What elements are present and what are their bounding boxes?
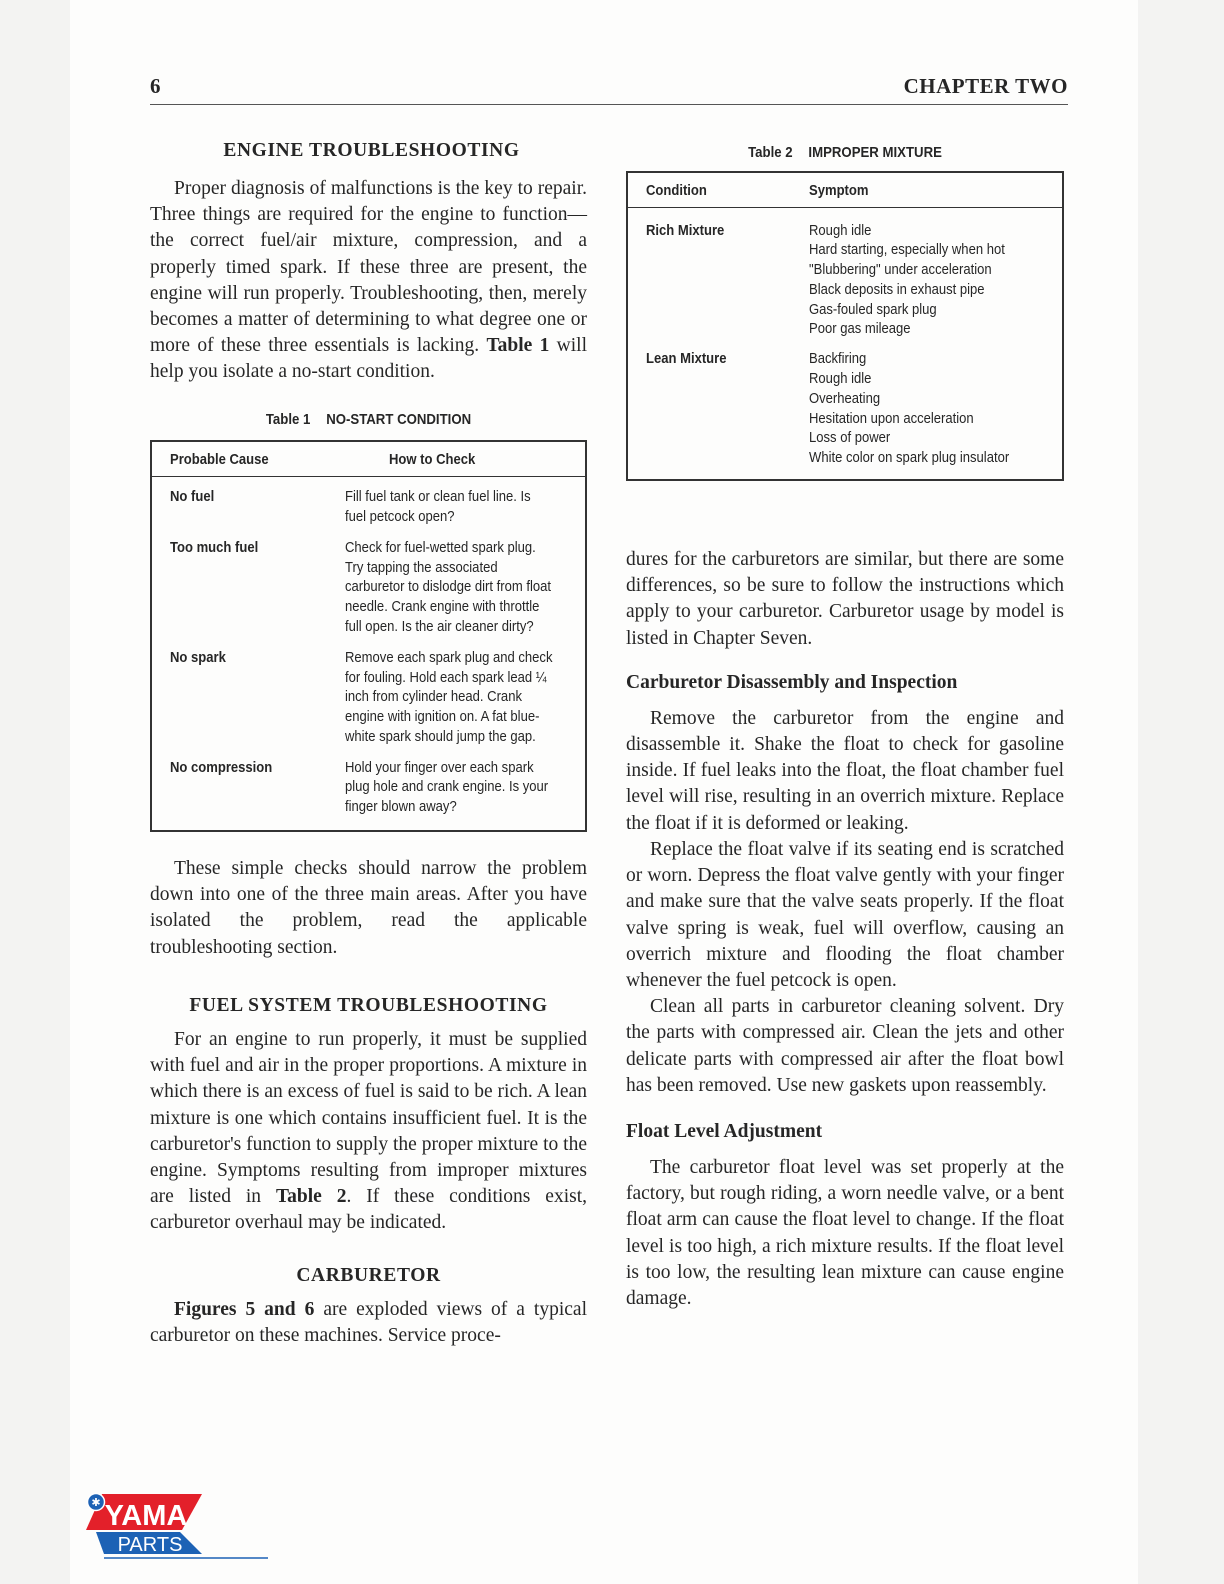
check-cell: Fill fuel tank or clean fuel line. Is fuel petcock open? <box>345 489 531 525</box>
symptom-cell <box>791 218 1063 343</box>
fuel-system-tail: . If these conditions exist, carburetor overhaul may be indicated. <box>150 1186 587 1234</box>
disassembly-paragraph-2: Replace the float valve if its seating end is scratched or worn. Depress the float valve gently with your finger and make sure that the valve seats properly. If the float valve spring is weak, fuel will overflow, causing an overrich mixture and flooding the float chamber whenever the fuel petcock is open. <box>626 838 1064 991</box>
table-1-number: Table 1 <box>265 410 311 428</box>
fuel-system-text: For an engine to run properly, it must be supplied with fuel and air in the proper proportions. A mixture in which there is an excess of fuel is said to be rich. A lean mixture is one which contains insufficient fuel. It is the carburetor's function to supply the proper mixture to the engine. Symptoms resulting from improper mixtures are listed in <box>150 1028 587 1208</box>
float-level-heading: Float Level Adjustment <box>626 1120 823 1142</box>
table-1-caption <box>176 411 561 428</box>
table-2-caption <box>652 144 1037 161</box>
symptom-item: Loss of power <box>809 430 891 447</box>
table-2-col-condition: Condition <box>627 172 791 208</box>
cause-cell: Too much fuel <box>170 539 259 556</box>
cause-cell: No fuel <box>170 489 215 506</box>
disassembly-paragraph-1: Remove the carburetor from the engine and disassemble it. Shake the float to check for gasoline inside. If fuel leaks into the float, the float chamber fuel level will rise, resulting in an overrich mixture. Replace the float if it is deformed or leaking. <box>626 707 1064 834</box>
symptom-item: Rough idle <box>809 371 872 388</box>
symptom-item: Hesitation upon acceleration <box>809 410 974 427</box>
left-column <box>150 140 587 1349</box>
condition-cell: Rich Mixture <box>646 222 725 239</box>
right-column <box>626 140 1064 1312</box>
scan-margin-left <box>0 0 70 1584</box>
carburetor-text: are exploded views of a typical carburetor on these machines. Service proce- <box>150 1298 587 1346</box>
disassembly-paragraph-3: Clean all parts in carburetor cleaning solvent. Dry the parts with compressed air. Clean the jets and other delicate parts with compressed air after the float bowl has been removed. Use new gaskets upon reassembly. <box>626 996 1064 1096</box>
logo-bottom-text: PARTS <box>117 1534 183 1556</box>
cause-cell: No spark <box>170 649 226 666</box>
float-level-paragraph: The carburetor float level was set properly at the factory, but rough riding, a worn needle valve, or a bent float arm can cause the float level to change. If the float level is too high, a rich mixture results. If the float level is too low, the resulting lean mixture can cause engine damage. <box>626 1156 1064 1309</box>
check-cell: Remove each spark plug and check for fouling. Hold each spark lead ¼ inch from cylinder head. Crank engine with ignition on. A fat blue-white spark should jump the gap. <box>345 649 553 745</box>
symptom-item: Overheating <box>809 390 881 407</box>
chapter-title: CHAPTER TWO <box>903 74 1068 98</box>
table-row <box>627 218 1063 343</box>
check-cell: Check for fuel-wetted spark plug. Try tapping the associated carburetor to dislodge dirt from float needle. Crank engine with throttle full open. Is the air cleaner dirty? <box>345 539 552 635</box>
table-1-reference: Table 1 <box>486 335 550 357</box>
symptom-item: Black deposits in exhaust pipe <box>809 281 985 298</box>
condition-cell: Lean Mixture <box>646 351 727 368</box>
svg-text:✱: ✱ <box>91 1496 101 1509</box>
symptom-item: White color on spark plug insulator <box>809 450 1010 467</box>
table-2-number: Table 2 <box>748 144 793 161</box>
yamaparts-logo-graphic <box>86 1492 276 1562</box>
symptom-cell <box>791 342 1063 480</box>
fuel-system-paragraph <box>150 1027 587 1237</box>
fuel-system-heading: FUEL SYSTEM TROUBLESHOOTING <box>189 994 548 1016</box>
page-number: 6 <box>150 74 161 98</box>
engine-intro-tail: will help you isolate a no-start condition. <box>150 335 588 383</box>
table-1-col-check: How to Check <box>327 441 586 477</box>
symptom-item: "Blubbering" under acceleration <box>809 262 992 279</box>
table-1-col-cause: Probable Cause <box>151 441 327 477</box>
carburetor-paragraph <box>150 1297 587 1349</box>
symptom-item: Poor gas mileage <box>809 321 911 338</box>
table-row <box>151 750 586 831</box>
logo-top-text: YAMA <box>104 1500 188 1532</box>
table-1-header-row <box>151 441 586 477</box>
table-row <box>151 530 586 640</box>
improper-mixture-table <box>626 171 1064 481</box>
table-row <box>627 342 1063 480</box>
engine-intro-paragraph <box>150 176 587 386</box>
carburetor-continued-paragraph: dures for the carburetors are similar, but there are some differences, so be sure to follow the instructions which apply to your carburetor. Carburetor usage by model is listed in Chapter Seven. <box>626 549 1064 649</box>
scan-margin-right <box>1138 0 1224 1584</box>
table-row <box>151 640 586 750</box>
symptom-item: Backfiring <box>809 351 867 368</box>
table-2-title: IMPROPER MIXTURE <box>808 144 942 161</box>
cause-cell: No compression <box>170 759 273 776</box>
after-table-paragraph: These simple checks should narrow the problem down into one of the three main areas. After you have isolated the problem, read the applicable troubleshooting section. <box>150 858 587 958</box>
table-row <box>151 484 586 530</box>
engine-intro-text: Proper diagnosis of malfunctions is the key to repair. Three things are required for the engine to function—the correct fuel/air mixture, compression, and a properly timed spark. If these three are present, the engine will run properly. Troubleshooting, then, merely becomes a matter of determining to what degree one or more of these three essentials is lacking. <box>150 178 587 357</box>
page-header <box>150 74 1068 105</box>
yamaparts-logo <box>86 1492 276 1562</box>
disassembly-heading: Carburetor Disassembly and Inspection <box>626 671 958 693</box>
table-2-header-row <box>627 172 1063 208</box>
carburetor-heading: CARBURETOR <box>296 1264 441 1286</box>
symptom-item: Hard starting, especially when hot <box>809 242 1005 259</box>
table-2-col-symptom: Symptom <box>791 172 1063 208</box>
engine-troubleshooting-heading: ENGINE TROUBLESHOOTING <box>223 140 520 161</box>
table-1-title: NO-START CONDITION <box>326 410 472 428</box>
symptom-item: Rough idle <box>809 222 872 239</box>
no-start-table <box>150 440 587 832</box>
table-2-reference: Table 2 <box>275 1186 347 1208</box>
figures-reference: Figures 5 and 6 <box>174 1298 315 1320</box>
check-cell: Hold your finger over each spark plug hole and crank engine. Is your finger blown away? <box>345 759 549 816</box>
symptom-item: Gas-fouled spark plug <box>809 301 937 318</box>
